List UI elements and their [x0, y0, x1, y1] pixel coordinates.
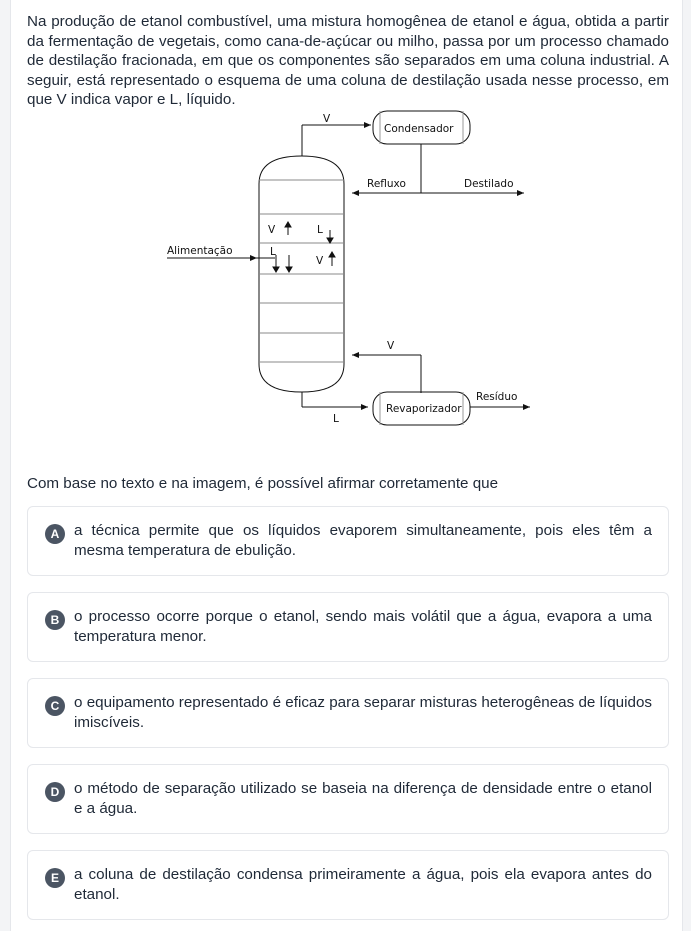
question-prompt: Com base no texto e na imagem, é possível afirmar corretamente que — [27, 475, 499, 492]
option-a-text: a técnica permite que os líquidos evaporem simultaneamente, pois eles têm a mesma temperatura de ebulição. — [74, 522, 652, 559]
option-b[interactable] — [27, 592, 669, 662]
option-e-letter: E — [45, 868, 65, 888]
option-a-letter: A — [45, 524, 65, 544]
option-e[interactable] — [27, 850, 669, 920]
distillation-diagram — [151, 106, 531, 428]
bottom-vapor-label: V — [387, 340, 395, 352]
reboiler-label: Revaporizador — [386, 403, 462, 415]
option-b-letter: B — [45, 610, 65, 630]
feed-label: Alimentação — [167, 245, 233, 257]
option-d[interactable] — [27, 764, 669, 834]
option-d-text: o método de separação utilizado se baseia na diferença de densidade entre o etanol e a água. — [74, 780, 652, 817]
tray-vapor-label-2: V — [316, 255, 324, 267]
condenser-label: Condensador — [384, 123, 454, 135]
option-d-letter: D — [45, 782, 65, 802]
option-c[interactable] — [27, 678, 669, 748]
reflux-label: Refluxo — [367, 178, 406, 190]
question-statement: Na produção de etanol combustível, uma mistura homogênea de etanol e água, obtida a partir da fermentação de vegetais, como cana-de-açúcar ou milho, passa por um processo chamado de destilação fracionada, em que os componentes são separados em uma coluna industrial. A seguir, está representado o esquema de uma coluna de destilação usada nesse processo, em que V indica vapor e L, líquido. — [27, 13, 669, 108]
tray-liquid-label-2: L — [270, 246, 276, 258]
option-e-text: a coluna de destilação condensa primeiramente a água, pois ela evapora antes do etanol. — [74, 866, 652, 903]
option-b-text: o processo ocorre porque o etanol, sendo mais volátil que a água, evapora a uma temperatura menor. — [74, 608, 652, 645]
tray-vapor-label-1: V — [268, 224, 276, 236]
distillate-label: Destilado — [464, 178, 514, 190]
bottom-liquid-label: L — [333, 413, 339, 425]
option-a[interactable] — [27, 506, 669, 576]
tray-liquid-label-1: L — [317, 224, 323, 236]
option-c-letter: C — [45, 696, 65, 716]
option-c-text: o equipamento representado é eficaz para separar misturas heterogêneas de líquidos imiscíveis. — [74, 694, 652, 731]
question-card — [10, 0, 683, 931]
residue-label: Resíduo — [476, 391, 518, 403]
top-vapor-label: V — [323, 113, 331, 125]
